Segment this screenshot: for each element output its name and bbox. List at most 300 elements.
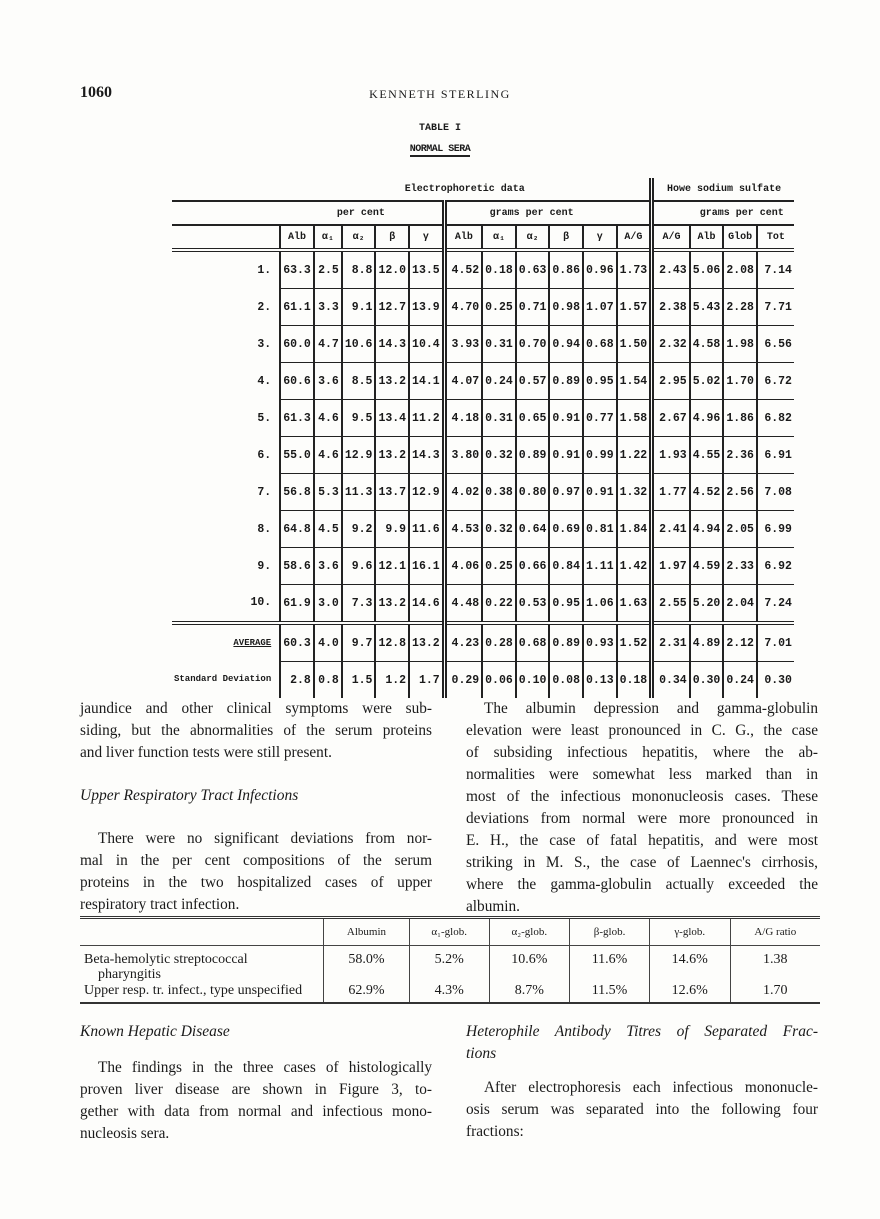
cell: 64.8 <box>280 511 314 548</box>
cell: 7.24 <box>757 585 794 624</box>
cell: 2.31 <box>652 623 690 662</box>
cell: 9.1 <box>342 289 376 326</box>
row-label: 5. <box>257 411 272 425</box>
paragraph-heterophile <box>466 1077 818 1143</box>
cell: 12.9 <box>409 474 444 511</box>
text-line: tions <box>466 1045 497 1062</box>
cell: 55.0 <box>280 437 314 474</box>
text-line: gether with data from normal and infectious mono- <box>80 1103 432 1120</box>
cell: 0.68 <box>516 623 550 662</box>
text-line: The findings in the three cases of histologically <box>98 1059 432 1076</box>
cell: 6.92 <box>757 548 794 585</box>
cell: 4.6 <box>314 437 342 474</box>
cell: 1.57 <box>617 289 652 326</box>
text-line: siding, but the abnormalities of the serum proteins <box>80 722 432 739</box>
cell: 4.0 <box>314 623 342 662</box>
cell: 5.43 <box>690 289 724 326</box>
cell: 4.06 <box>444 548 482 585</box>
cell: 13.7 <box>375 474 409 511</box>
cell: 1.73 <box>617 250 652 289</box>
column-header: γ-glob. <box>649 918 730 946</box>
cell: 0.95 <box>549 585 583 624</box>
cell: 0.64 <box>516 511 550 548</box>
text-line: respiratory tract infection. <box>80 896 240 913</box>
cell: 4.18 <box>444 400 482 437</box>
cell: 12.6% <box>649 983 730 1003</box>
cell: 1.77 <box>652 474 690 511</box>
cell: 0.53 <box>516 585 550 624</box>
column-header: α₂ <box>342 225 376 250</box>
section-heading-hepatic: Known Hepatic Disease <box>80 1023 230 1040</box>
cell: 11.6 <box>409 511 444 548</box>
cell: 1.70 <box>730 983 820 1003</box>
cell: 0.86 <box>549 250 583 289</box>
text-line: proven liver disease are shown in Figure 3, to- <box>80 1081 432 1098</box>
cell: 0.91 <box>583 474 617 511</box>
cell: 4.94 <box>690 511 724 548</box>
cell: 0.89 <box>516 437 550 474</box>
cell: 6.72 <box>757 363 794 400</box>
cell: 2.08 <box>723 250 757 289</box>
cell: 60.6 <box>280 363 314 400</box>
cell: 6.91 <box>757 437 794 474</box>
cell: 8.5 <box>342 363 376 400</box>
column-header: α₁ <box>482 225 516 250</box>
subgroup-blank <box>652 201 690 225</box>
cell: 2.05 <box>723 511 757 548</box>
row-label: Beta-hemolytic streptococcal pharyngitis <box>84 952 248 982</box>
table-row <box>172 662 794 699</box>
left-column-top <box>80 698 432 916</box>
cell: 2.41 <box>652 511 690 548</box>
table-row <box>80 983 820 1003</box>
row-label: 4. <box>257 374 272 388</box>
text-line: most of the infectious mononucleosis cases. These <box>466 788 818 805</box>
cell: 0.99 <box>583 437 617 474</box>
cell: 12.0 <box>375 250 409 289</box>
cell: 0.06 <box>482 662 516 699</box>
paragraph-albumin <box>466 698 818 918</box>
cell: 4.3% <box>409 983 489 1003</box>
cell: 11.5% <box>570 983 650 1003</box>
cell: 0.31 <box>482 326 516 363</box>
column-header: γ <box>583 225 617 250</box>
cell: 3.3 <box>314 289 342 326</box>
column-header: Alb <box>280 225 314 250</box>
text-line: There were no significant deviations from nor- <box>98 830 432 847</box>
cell: 4.07 <box>444 363 482 400</box>
left-column-bottom <box>80 1021 432 1145</box>
text-line: After electrophoresis each infectious mononucle- <box>484 1079 818 1096</box>
paragraph-uri <box>80 828 432 916</box>
cell: 0.84 <box>549 548 583 585</box>
cell: 1.52 <box>617 623 652 662</box>
table-row <box>172 548 794 585</box>
cell: 58.0% <box>324 946 410 984</box>
row-label: 6. <box>257 448 272 462</box>
cell: 0.94 <box>549 326 583 363</box>
cell: 0.32 <box>482 511 516 548</box>
running-head: KENNETH STERLING <box>369 87 511 101</box>
cell: 1.2 <box>375 662 409 699</box>
cell: 9.5 <box>342 400 376 437</box>
cell: 2.36 <box>723 437 757 474</box>
text-line: and liver function tests were still present. <box>80 744 332 761</box>
table-row <box>172 511 794 548</box>
cell: 4.59 <box>690 548 724 585</box>
cell: 4.48 <box>444 585 482 624</box>
table-row <box>172 363 794 400</box>
text-line: normalities were somewhat less marked than in <box>466 766 818 783</box>
cell: 4.58 <box>690 326 724 363</box>
row-label: 7. <box>257 485 272 499</box>
cell: 2.38 <box>652 289 690 326</box>
row-label: Standard Deviation <box>174 674 272 685</box>
cell: 4.52 <box>444 250 482 289</box>
cell: 0.25 <box>482 289 516 326</box>
cell: 4.96 <box>690 400 724 437</box>
subgroup-grams-per-cent: grams per cent <box>444 201 616 225</box>
row-label: 8. <box>257 522 272 536</box>
table-row <box>172 474 794 511</box>
text-line: albumin. <box>466 898 520 915</box>
cell: 60.0 <box>280 326 314 363</box>
cell: 0.63 <box>516 250 550 289</box>
cell: 0.22 <box>482 585 516 624</box>
cell: 4.5 <box>314 511 342 548</box>
column-header: Glob <box>723 225 757 250</box>
table-row <box>172 250 794 289</box>
cell: 14.1 <box>409 363 444 400</box>
cell: 1.22 <box>617 437 652 474</box>
table-row <box>172 623 794 662</box>
cell: 2.8 <box>280 662 314 699</box>
cell: 2.56 <box>723 474 757 511</box>
cell: 0.93 <box>583 623 617 662</box>
text-line: elevation were least pronounced in C. G., the case <box>466 722 818 739</box>
right-column-bottom <box>466 1021 818 1143</box>
cell: 4.02 <box>444 474 482 511</box>
cell: 0.91 <box>549 400 583 437</box>
corner-cell <box>172 225 280 250</box>
cell: 0.13 <box>583 662 617 699</box>
cell: 2.5 <box>314 250 342 289</box>
cell: 0.68 <box>583 326 617 363</box>
cell: 1.58 <box>617 400 652 437</box>
cell: 7.01 <box>757 623 794 662</box>
cell: 0.30 <box>757 662 794 699</box>
text-line: deviations from normal were more pronounced in <box>466 810 818 827</box>
column-header: α₁-glob. <box>409 918 489 946</box>
cell: 0.24 <box>482 363 516 400</box>
cell: 0.97 <box>549 474 583 511</box>
text-line: where the gamma-globulin actually exceeded the <box>466 876 818 893</box>
cell: 4.23 <box>444 623 482 662</box>
cell: 2.67 <box>652 400 690 437</box>
column-header: Alb <box>690 225 724 250</box>
cell: 0.32 <box>482 437 516 474</box>
cell: 2.12 <box>723 623 757 662</box>
row-label: 3. <box>257 337 272 351</box>
column-header: γ <box>409 225 444 250</box>
row-label: 10. <box>250 596 272 610</box>
column-header: A/G <box>617 225 652 250</box>
text-line: nucleosis sera. <box>80 1125 170 1142</box>
group-howe: Howe sodium sulfate <box>652 178 794 201</box>
cell: 14.6 <box>409 585 444 624</box>
subgroup-howe-grams: grams per cent <box>690 201 794 225</box>
row-label: 1. <box>257 263 272 277</box>
cell: 12.7 <box>375 289 409 326</box>
cell: 8.8 <box>342 250 376 289</box>
cell: 1.93 <box>652 437 690 474</box>
cell: 0.29 <box>444 662 482 699</box>
cell: 2.33 <box>723 548 757 585</box>
normal-sera-table <box>172 178 794 698</box>
cell: 13.2 <box>375 363 409 400</box>
section-heading-uri: Upper Respiratory Tract Infections <box>80 787 299 804</box>
cell: 0.8 <box>314 662 342 699</box>
cell: 0.69 <box>549 511 583 548</box>
cell: 3.80 <box>444 437 482 474</box>
header-row <box>80 918 820 946</box>
cell: 0.57 <box>516 363 550 400</box>
cell: 0.25 <box>482 548 516 585</box>
cell: 4.55 <box>690 437 724 474</box>
cell: 1.5 <box>342 662 376 699</box>
text-line: jaundice and other clinical symptoms were sub- <box>80 700 432 717</box>
cell: 1.50 <box>617 326 652 363</box>
cell: 10.4 <box>409 326 444 363</box>
cell: 2.43 <box>652 250 690 289</box>
column-header: α₂ <box>516 225 550 250</box>
cell: 1.06 <box>583 585 617 624</box>
row-label: 2. <box>257 300 272 314</box>
cell: 5.02 <box>690 363 724 400</box>
column-header: Albumin <box>324 918 410 946</box>
cell: 0.80 <box>516 474 550 511</box>
cell: 4.89 <box>690 623 724 662</box>
cell: 1.38 <box>730 946 820 984</box>
cell: 2.32 <box>652 326 690 363</box>
cell: 0.96 <box>583 250 617 289</box>
cell: 0.95 <box>583 363 617 400</box>
cell: 9.6 <box>342 548 376 585</box>
row-label: Upper resp. tr. infect., type unspecified <box>84 983 303 998</box>
cell: 12.1 <box>375 548 409 585</box>
column-header: A/G ratio <box>730 918 820 946</box>
cell: 1.07 <box>583 289 617 326</box>
cell: 60.3 <box>280 623 314 662</box>
text-line: E. H., the case of fatal hepatitis, and were most <box>466 832 818 849</box>
cell: 2.04 <box>723 585 757 624</box>
cell: 3.93 <box>444 326 482 363</box>
cell: 61.3 <box>280 400 314 437</box>
cell: 0.71 <box>516 289 550 326</box>
text-line: mal in the per cent compositions of the serum <box>80 852 432 869</box>
cell: 0.98 <box>549 289 583 326</box>
cell: 13.4 <box>375 400 409 437</box>
group-header-row <box>172 178 794 201</box>
cell: 1.84 <box>617 511 652 548</box>
cell: 1.70 <box>723 363 757 400</box>
cell: 12.9 <box>342 437 376 474</box>
cell: 0.10 <box>516 662 550 699</box>
cell: 0.70 <box>516 326 550 363</box>
corner-cell <box>172 201 280 225</box>
cell: 2.55 <box>652 585 690 624</box>
cell: 13.2 <box>409 623 444 662</box>
cell: 5.20 <box>690 585 724 624</box>
group-electrophoretic: Electrophoretic data <box>280 178 651 201</box>
cell: 10.6 <box>342 326 376 363</box>
uri-table <box>80 916 820 1004</box>
cell: 0.18 <box>617 662 652 699</box>
subgroup-blank <box>617 201 652 225</box>
cell: 0.31 <box>482 400 516 437</box>
column-header <box>80 918 324 946</box>
cell: 3.6 <box>314 548 342 585</box>
cell: 13.2 <box>375 585 409 624</box>
cell: 2.95 <box>652 363 690 400</box>
cell: 9.9 <box>375 511 409 548</box>
cell: 7.08 <box>757 474 794 511</box>
paragraph-jaundice <box>80 698 432 764</box>
cell: 1.86 <box>723 400 757 437</box>
text-line: striking in M. S., the case of Laennec's cirrhosis, <box>466 854 818 871</box>
cell: 9.2 <box>342 511 376 548</box>
table-row <box>172 400 794 437</box>
cell: 1.42 <box>617 548 652 585</box>
cell: 4.70 <box>444 289 482 326</box>
cell: 11.2 <box>409 400 444 437</box>
cell: 11.6% <box>570 946 650 984</box>
cell: 0.89 <box>549 623 583 662</box>
cell: 2.28 <box>723 289 757 326</box>
cell: 1.7 <box>409 662 444 699</box>
row-label: 9. <box>257 559 272 573</box>
cell: 62.9% <box>324 983 410 1003</box>
cell: 0.18 <box>482 250 516 289</box>
cell: 0.91 <box>549 437 583 474</box>
cell: 0.77 <box>583 400 617 437</box>
text-line: of subsiding infectious hepatitis, where the ab- <box>466 744 818 761</box>
cell: 0.30 <box>690 662 724 699</box>
cell: 5.3 <box>314 474 342 511</box>
text-line: osis serum was separated into the following four <box>466 1101 818 1118</box>
cell: 0.89 <box>549 363 583 400</box>
cell: 14.3 <box>375 326 409 363</box>
cell: 14.3 <box>409 437 444 474</box>
table-subtitle <box>0 144 880 155</box>
cell: 0.65 <box>516 400 550 437</box>
cell: 4.7 <box>314 326 342 363</box>
table-row <box>172 326 794 363</box>
cell: 1.32 <box>617 474 652 511</box>
text-line: fractions: <box>466 1123 524 1140</box>
column-header: A/G <box>652 225 690 250</box>
column-header: β <box>375 225 409 250</box>
row-label: AVERAGE <box>172 623 280 662</box>
subgroup-header-row <box>172 201 794 225</box>
paragraph-hepatic <box>80 1057 432 1145</box>
cell: 0.66 <box>516 548 550 585</box>
table-row <box>172 585 794 624</box>
cell: 61.9 <box>280 585 314 624</box>
table-row <box>172 437 794 474</box>
cell: 7.71 <box>757 289 794 326</box>
cell: 5.06 <box>690 250 724 289</box>
table-row <box>80 946 820 984</box>
column-header-row <box>172 225 794 250</box>
column-header: Tot <box>757 225 794 250</box>
table-caption: TABLE I <box>418 123 461 134</box>
cell: 6.99 <box>757 511 794 548</box>
cell: 0.34 <box>652 662 690 699</box>
cell: 0.81 <box>583 511 617 548</box>
right-column-top <box>466 698 818 918</box>
cell: 0.38 <box>482 474 516 511</box>
cell: 3.0 <box>314 585 342 624</box>
subgroup-per-cent: per cent <box>280 201 444 225</box>
cell: 4.53 <box>444 511 482 548</box>
cell: 12.8 <box>375 623 409 662</box>
column-header: β-glob. <box>570 918 650 946</box>
cell: 13.9 <box>409 289 444 326</box>
text-line: The albumin depression and gamma-globulin <box>484 700 818 717</box>
cell: 11.3 <box>342 474 376 511</box>
cell: 8.7% <box>489 983 570 1003</box>
cell: 10.6% <box>489 946 570 984</box>
cell: 58.6 <box>280 548 314 585</box>
cell: 63.3 <box>280 250 314 289</box>
cell: 16.1 <box>409 548 444 585</box>
cell: 1.63 <box>617 585 652 624</box>
column-header: β <box>549 225 583 250</box>
cell: 1.98 <box>723 326 757 363</box>
cell: 13.5 <box>409 250 444 289</box>
cell: 6.56 <box>757 326 794 363</box>
column-header: α₁ <box>314 225 342 250</box>
cell: 9.7 <box>342 623 376 662</box>
cell: 56.8 <box>280 474 314 511</box>
table-row <box>172 289 794 326</box>
cell: 6.82 <box>757 400 794 437</box>
section-heading-heterophile <box>466 1021 818 1065</box>
corner-cell <box>172 178 280 201</box>
cell: 0.28 <box>482 623 516 662</box>
cell: 1.97 <box>652 548 690 585</box>
cell: 61.1 <box>280 289 314 326</box>
cell: 7.3 <box>342 585 376 624</box>
cell: 1.11 <box>583 548 617 585</box>
text-line: proteins in the two hospitalized cases of upper <box>80 874 432 891</box>
text-line: Heterophile Antibody Titres of Separated Frac- <box>466 1023 818 1040</box>
page-number: 1060 <box>80 84 112 101</box>
cell: 5.2% <box>409 946 489 984</box>
column-header: Alb <box>444 225 482 250</box>
cell: 14.6% <box>649 946 730 984</box>
cell: 7.14 <box>757 250 794 289</box>
cell: 13.2 <box>375 437 409 474</box>
column-header: α₂-glob. <box>489 918 570 946</box>
cell: 0.24 <box>723 662 757 699</box>
cell: 4.6 <box>314 400 342 437</box>
cell: 3.6 <box>314 363 342 400</box>
cell: 0.08 <box>549 662 583 699</box>
table-subtitle-text: NORMAL SERA <box>409 144 471 155</box>
cell: 4.52 <box>690 474 724 511</box>
